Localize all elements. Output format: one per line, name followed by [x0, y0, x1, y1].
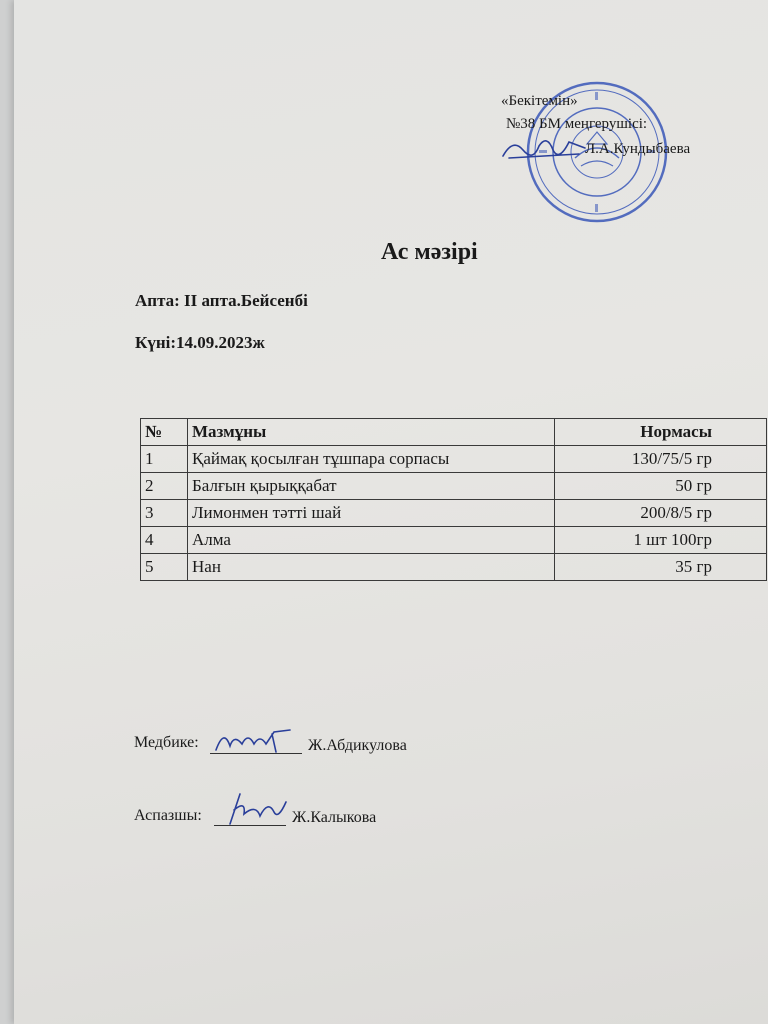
approval-line-1: «Бекітемін» [501, 93, 578, 109]
row-number: 1 [141, 446, 188, 473]
row-content: Алма [188, 527, 555, 554]
table-row [141, 473, 767, 500]
approval-line-3: Л.А.Кундыбаева [585, 141, 691, 157]
approver-signature [499, 128, 589, 168]
row-content: Нан [188, 554, 555, 581]
table-row [141, 446, 767, 473]
row-content: Лимонмен тәтті шай [188, 500, 555, 527]
row-number: 2 [141, 473, 188, 500]
column-header-content: Мазмұны [188, 419, 555, 446]
row-norm: 35 гр [555, 554, 767, 581]
cook-signature [220, 790, 292, 830]
row-norm: 130/75/5 гр [555, 446, 767, 473]
row-norm: 1 шт 100гр [555, 527, 767, 554]
table-header-row [141, 419, 767, 446]
cook-name: Ж.Калыкова [292, 809, 377, 826]
column-header-number: № [141, 419, 188, 446]
nurse-signature [212, 724, 298, 758]
date-label: Күні:14.09.2023ж [135, 333, 265, 352]
column-header-norm: Нормасы [555, 419, 767, 446]
row-number: 3 [141, 500, 188, 527]
table-row [141, 527, 767, 554]
row-content: Балғын қырыққабат [188, 473, 555, 500]
cook-label: Аспазшы: [134, 807, 202, 824]
nurse-name: Ж.Абдикулова [308, 737, 407, 754]
row-content: Қаймақ қосылған тұшпара сорпасы [188, 446, 555, 473]
week-label: Апта: ІІ апта.Бейсенбі [135, 291, 308, 310]
table-row [141, 500, 767, 527]
menu-table [140, 418, 767, 581]
approval-line-2: №38 БМ меңгерушісі: [506, 116, 648, 132]
page-title: Ас мәзірі [381, 239, 478, 265]
table-row [141, 554, 767, 581]
row-number: 5 [141, 554, 188, 581]
row-number: 4 [141, 527, 188, 554]
row-norm: 50 гр [555, 473, 767, 500]
row-norm: 200/8/5 гр [555, 500, 767, 527]
nurse-label: Медбике: [134, 734, 199, 751]
document-sheet [14, 0, 768, 1024]
